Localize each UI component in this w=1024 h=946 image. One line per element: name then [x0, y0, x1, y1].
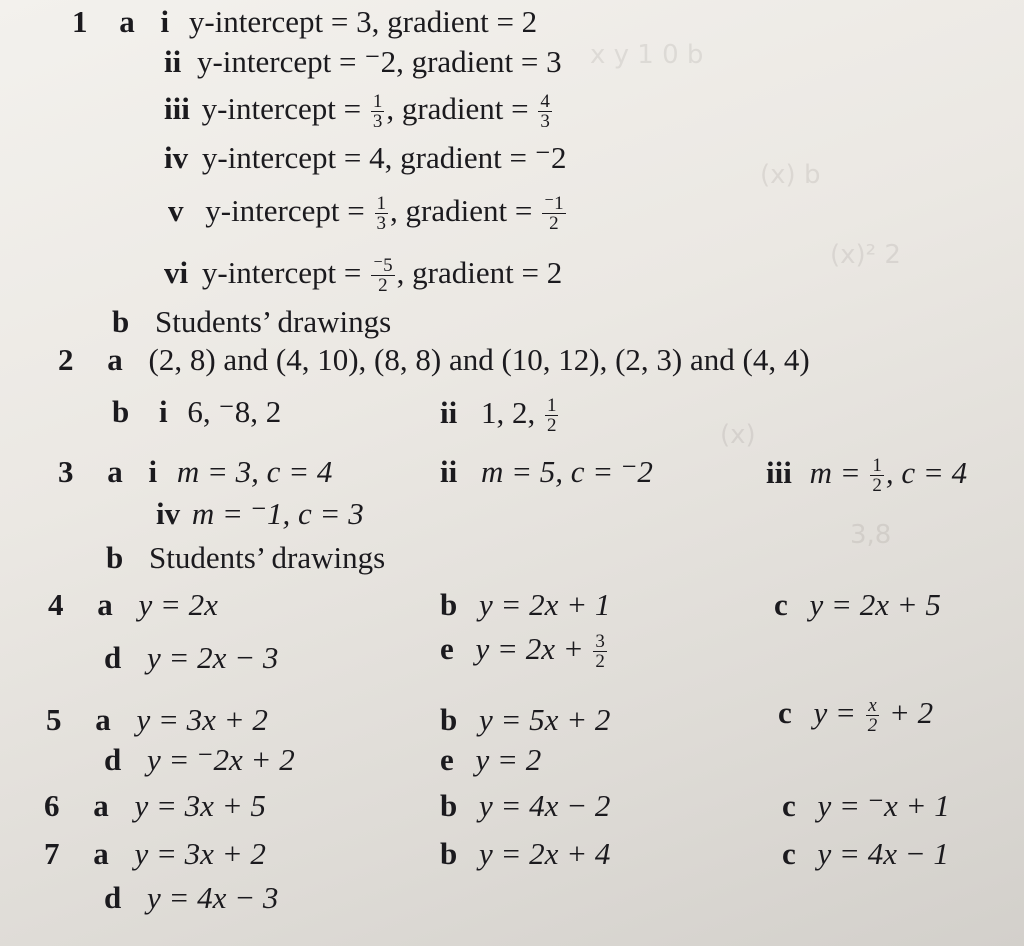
q1-sub-text-vi: y-intercept =	[201, 254, 370, 290]
q3-part-b-text: Students’ drawings	[149, 540, 386, 575]
q1-vi-fraction-intercept: $\frac{^-5}{2}$	[373, 255, 393, 297]
q7-a-label: a	[93, 836, 109, 871]
q5-d-label: d	[104, 742, 122, 777]
q5-c-pre: y =	[813, 694, 864, 730]
q3-a-iii-label: iii	[766, 454, 792, 490]
q3-line-a	[58, 456, 332, 487]
q7-c-text: y = 4x − 1	[817, 836, 949, 871]
q2-b-i-label: i	[159, 394, 168, 429]
q7-c-label: c	[782, 836, 796, 871]
q5-d-text: y = ⁻2x + 2	[147, 742, 295, 777]
q4-c	[774, 589, 941, 620]
q2-line-a	[58, 344, 810, 375]
q1-number: 1	[72, 4, 88, 39]
q1-sub-label-vi: vi	[164, 254, 189, 290]
q1-sub-label-iii: iii	[164, 90, 190, 126]
q3-a-iii-post: , c = 4	[885, 454, 968, 490]
q1-line-i	[72, 6, 537, 37]
q4-c-text: y = 2x + 5	[809, 587, 941, 622]
q1-sub-label-v: v	[168, 192, 184, 228]
q3-a-iv-label: iv	[156, 496, 181, 531]
q6-c-label: c	[782, 788, 796, 823]
q1-iii-fraction-gradient: $\frac{4}{3}$	[540, 91, 550, 133]
q3-a-i-text: m = 3, c = 4	[176, 454, 333, 489]
q4-e-label: e	[440, 630, 454, 666]
q1-line-iv	[164, 142, 567, 173]
q7-b-label: b	[440, 836, 458, 871]
q4-e-fraction: $\frac{3}{2}$	[595, 631, 605, 673]
q4-line-1	[48, 589, 218, 620]
q1-v-fraction-intercept: $\frac{1}{3}$	[376, 193, 386, 235]
q3-a-iv-text: m = ⁻1, c = 3	[191, 496, 364, 531]
q3-a-iii-pre: m =	[809, 454, 869, 490]
q5-c-post: + 2	[881, 694, 934, 730]
q7-d-label: d	[104, 880, 122, 915]
q7-line	[44, 838, 266, 869]
q3-a-ii-text: m = 5, c = ⁻2	[480, 454, 653, 489]
q4-e	[440, 632, 609, 672]
q2-line-b-ii	[440, 396, 560, 436]
q7-c	[782, 838, 949, 869]
q5-b	[440, 704, 610, 735]
q1-sub-text-iii: y-intercept =	[201, 90, 369, 126]
q1-sub-label-i: i	[160, 4, 170, 39]
q1-sub-text-ii: y-intercept = ⁻2, gradient = 3	[196, 44, 562, 79]
q2-part-b-label: b	[112, 394, 130, 429]
q1-sub-text-i: y-intercept = 3, gradient = 2	[188, 4, 538, 39]
q4-b-text: y = 2x + 1	[479, 587, 611, 622]
q1-sub-text-iv: y-intercept = 4, gradient = ⁻2	[201, 140, 567, 175]
q6-a-label: a	[93, 788, 109, 823]
q5-b-text: y = 5x + 2	[479, 702, 611, 737]
q6-b-label: b	[440, 788, 458, 823]
q1-part-b-label: b	[112, 304, 130, 339]
q7-d-text: y = 4x − 3	[147, 880, 279, 915]
q3-line-a-iii	[766, 456, 967, 496]
q1-line-iii: iii y-intercept = $\frac{1}{3}$ , gradient = $\frac{4}{3}$	[164, 90, 550, 133]
q6-b	[440, 790, 610, 821]
q2-part-a-text: (2, 8) and (4, 10), (8, 8) and (10, 12), (2, 3) and (4, 4)	[148, 342, 810, 377]
q4-a-label: a	[97, 587, 113, 622]
q5-e-label: e	[440, 742, 454, 777]
q1-sub-text-v: y-intercept =	[205, 192, 373, 228]
q5-c-label: c	[778, 694, 792, 730]
q6-a-text: y = 3x + 5	[134, 788, 266, 823]
q5-number: 5	[46, 702, 62, 737]
q2-number: 2	[58, 342, 74, 377]
q3-part-b-label: b	[106, 540, 124, 575]
q6-c	[782, 790, 950, 821]
q5-e	[440, 744, 541, 775]
q3-a-iii-fraction: $\frac{1}{2}$	[872, 455, 882, 497]
q2-b-i-text: 6, ⁻8, 2	[187, 394, 282, 429]
q1-line-v: v y-intercept = $\frac{1}{3}$ , gradient = $\frac{^-1}{2}$	[168, 192, 564, 235]
q1-line-b	[112, 306, 391, 337]
q6-b-text: y = 4x − 2	[479, 788, 611, 823]
q7-a-text: y = 3x + 2	[134, 836, 266, 871]
q2-b-ii-fraction: $\frac{1}{2}$	[546, 395, 557, 437]
q7-b-text: y = 2x + 4	[479, 836, 611, 871]
q1-sub-label-iv: iv	[164, 140, 189, 175]
q2-line-b	[112, 396, 281, 427]
q3-line-a-ii	[440, 456, 653, 487]
q5-line-1	[46, 704, 268, 735]
q1-iii-fraction-intercept: $\frac{1}{3}$	[372, 91, 383, 133]
q6-line	[44, 790, 266, 821]
q5-c	[778, 696, 933, 736]
q7-number: 7	[44, 836, 60, 871]
q3-line-a-iv	[156, 498, 364, 529]
q2-b-ii-label: ii	[440, 394, 458, 430]
q5-e-text: y = 2	[475, 742, 542, 777]
q1-line-vi: vi y-intercept = $\frac{^-5}{2}$ , gradient = 2	[164, 254, 563, 297]
q3-a-i-label: i	[148, 454, 158, 489]
q1-v-fraction-gradient: $\frac{^-1}{2}$	[544, 193, 564, 235]
q4-a-text: y = 2x	[138, 587, 218, 622]
q5-c-fraction: $\frac{x}{2}$	[867, 695, 878, 737]
q3-number: 3	[58, 454, 74, 489]
q4-number: 4	[48, 587, 64, 622]
q1-sub-label-ii: ii	[164, 44, 182, 79]
q7-d	[104, 882, 278, 913]
q7-b	[440, 838, 610, 869]
q4-c-label: c	[774, 587, 788, 622]
q4-d-text: y = 2x − 3	[147, 640, 279, 675]
q4-b-label: b	[440, 587, 458, 622]
q1-line-ii	[164, 46, 562, 77]
q5-a-text: y = 3x + 2	[136, 702, 268, 737]
q3-line-b	[106, 542, 385, 573]
q5-d	[104, 744, 295, 775]
q4-e-text: y = 2x +	[475, 630, 592, 666]
q6-number: 6	[44, 788, 60, 823]
q2-part-a-label: a	[107, 342, 123, 377]
q3-a-ii-label: ii	[440, 454, 458, 489]
q3-part-a-label: a	[107, 454, 123, 489]
q6-c-text: y = ⁻x + 1	[817, 788, 950, 823]
q1-part-a-label: a	[119, 4, 135, 39]
q5-b-label: b	[440, 702, 458, 737]
q4-b	[440, 589, 610, 620]
q4-d-label: d	[104, 640, 122, 675]
q5-a-label: a	[95, 702, 111, 737]
q1-part-b-text: Students’ drawings	[155, 304, 392, 339]
q4-d	[104, 642, 278, 673]
q2-b-ii-text: 1, 2,	[480, 394, 543, 430]
